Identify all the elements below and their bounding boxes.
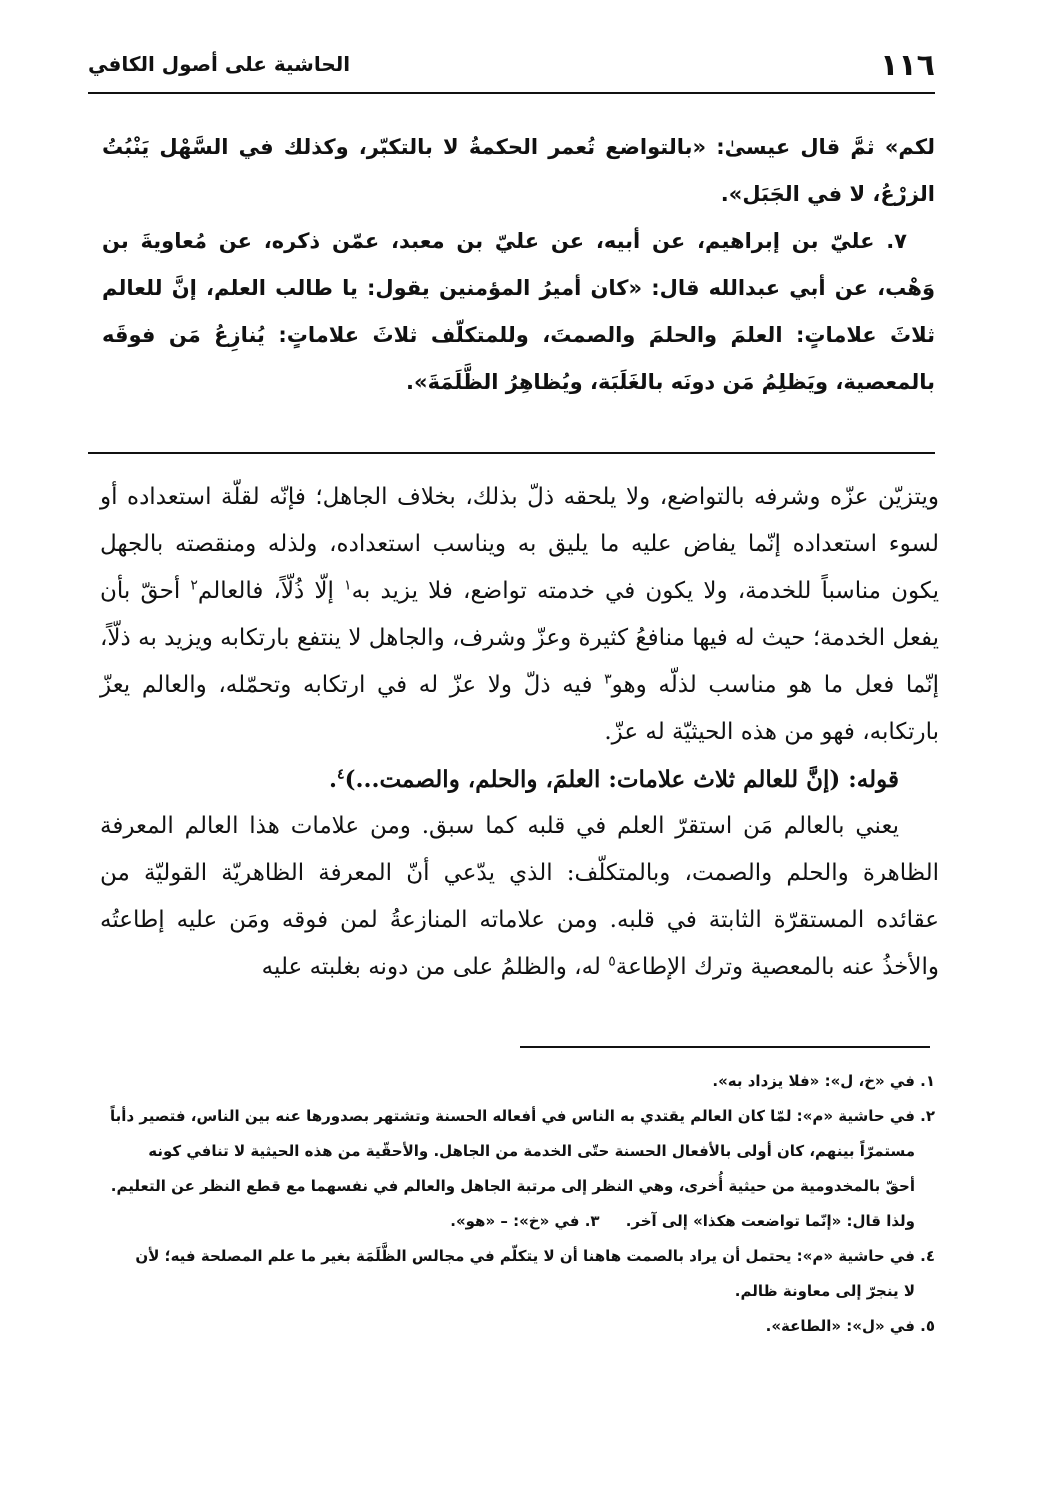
commentary-text-run: إلّا ذُلّاً، فالعالم — [197, 578, 345, 604]
footnote-rule — [520, 1046, 930, 1048]
commentary-text-run: له، والظلمُ على من دونه بغلبته عليه — [261, 954, 609, 980]
footnote-2-end: ولذا قال: «إنّما تواضعت هكذا» إلى آخر. — [625, 1212, 915, 1230]
commentary-text-run: أحقّ بأن يفعل الخدمة؛ حيث له فيها منافعُ كثيرة وعزّ وشرف، والجاهل لا ينتفع بارتكابه ويزيد به ذلّاً، إنّما فعل ما هو مناسب لذلّه وهو — [100, 578, 940, 698]
hadith-paragraph-2: ٧. عليّ بن إبراهيم، عن أبيه، عن عليّ بن معبد، عمّن ذكره، عن مُعاويةَ بن وَهْب، عن أبي عبدالله قال: «كان أميرُ المؤمنين يقول: يا طالب العلم، إنَّ للعالم ثلاثَ علاماتٍ: العلمَ والحلمَ والصمتَ، وللمتكلّف ثلاثَ علاماتٍ: يُنازِعُ مَن فوقَه بالمعصية، ويَظلِمُ مَن دونَه بالغَلَبَة، ويُظاهِرُ الظَّلَمَةَ». — [102, 229, 935, 394]
footnote-4: ٤. في حاشية «م»: يحتمل أن يراد بالصمت هاهنا أن لا يتكلّم في مجالس الظَّلَمَة بغير ما علم المصلحة فيه؛ لأن — [135, 1247, 935, 1265]
qawluhu-label: قوله: — [840, 766, 899, 793]
qawluhu-end: . — [329, 766, 338, 793]
commentary-text — [100, 474, 939, 991]
qawluhu-quote: (إنَّ للعالم ثلاث علامات: العلمَ، والحلم، والصمت...) — [344, 766, 841, 793]
footnote-4-line-2: لا ينجرّ إلى معاونة ظالم. — [734, 1282, 915, 1300]
footnote-3: ٣. في «خ»: – «هو». — [450, 1212, 600, 1230]
footnote-ref: ١ — [344, 577, 352, 594]
hadith-paragraph-1: لكم» ثمَّ قال عيسىٰ: «بالتواضع تُعمر الحكمةُ لا بالتكبّر، وكذلك في السَّهْل يَنْبُتُ الزرْعُ، لا في الجَبَل». — [102, 135, 935, 206]
section-divider — [88, 452, 935, 454]
footnotes — [102, 1064, 935, 1344]
page-number: ١١٦ — [880, 48, 935, 83]
footnote-ref: ٤ — [337, 766, 345, 783]
commentary-paragraph-2 — [100, 803, 939, 991]
commentary-text-run: يعني بالعالم مَن استقرّ العلم في قلبه كما سبق. ومن علامات هذا العالم المعرفة الظاهرة والحلم والصمت، وبالمتكلّف: الذي يدّعي أنّ المعرفة الظاهريّة القوليّة من عقائده المستقرّة الثابتة في قلبه. ومن علاماته المنازعةُ لمن فوقه ومَن عليه إطاعتُه والأخذُ عنه بالمعصية وترك الإطاعة — [100, 813, 939, 980]
footnote-1: ١. في «خ، ل»: «فلا يزداد به». — [712, 1072, 935, 1090]
commentary-text-run: ويتزيّن عزّه وشرفه بالتواضع، ولا يلحقه ذلّ بذلك، بخلاف الجاهل؛ فإنّه لقلّة استعداده أو لسوء استعداده إنّما يفاض عليه ما يليق به ويناسب استعداده، ولذله ومنقصته بالجهل يكون مناسباً للخدمة، ولا يكون في خدمته تواضع، فلا يزيد به — [100, 484, 939, 604]
footnote-ref: ٢ — [190, 577, 198, 594]
commentary-paragraph-1 — [100, 474, 939, 756]
commentary-text-run: فيه ذلّ ولا عزّ له في ارتكابه وتحمّله، والعالم يعزّ بارتكابه، فهو من هذه الحيثيّة له عزّ. — [100, 672, 939, 745]
footnote-2-line-2: مستمرّاً بينهم، كان أولى بالأفعال الحسنة حتّى الخدمة من الجاهل. والأحقّية من هذه الحيثية لا تنافي كونه — [148, 1142, 915, 1160]
footnote-5: ٥. في «ل»: «الطاعة». — [765, 1317, 935, 1335]
hadith-text — [102, 124, 935, 406]
running-title: الحاشية على أصول الكافي — [88, 52, 351, 76]
footnote-2-line-4 — [102, 1204, 935, 1239]
footnote-ref: ٥ — [608, 953, 616, 970]
footnote-2: ٢. في حاشية «م»: لمّا كان العالم يقتدي به الناس في أفعاله الحسنة وتشتهر بصدورها عنه بين الناس، فتصير دأباً — [110, 1107, 935, 1125]
page-header — [88, 44, 935, 94]
header-rule — [88, 92, 935, 94]
footnote-ref: ٣ — [604, 671, 612, 688]
qawluhu-lemma — [100, 756, 939, 803]
footnote-2-line-3: أحقّ بالمخدومية من حيثية أُخرى، وهي النظر إلى مرتبة الجاهل والعالم في نفسهما مع قطع النظر عن التعليم. — [110, 1177, 915, 1195]
